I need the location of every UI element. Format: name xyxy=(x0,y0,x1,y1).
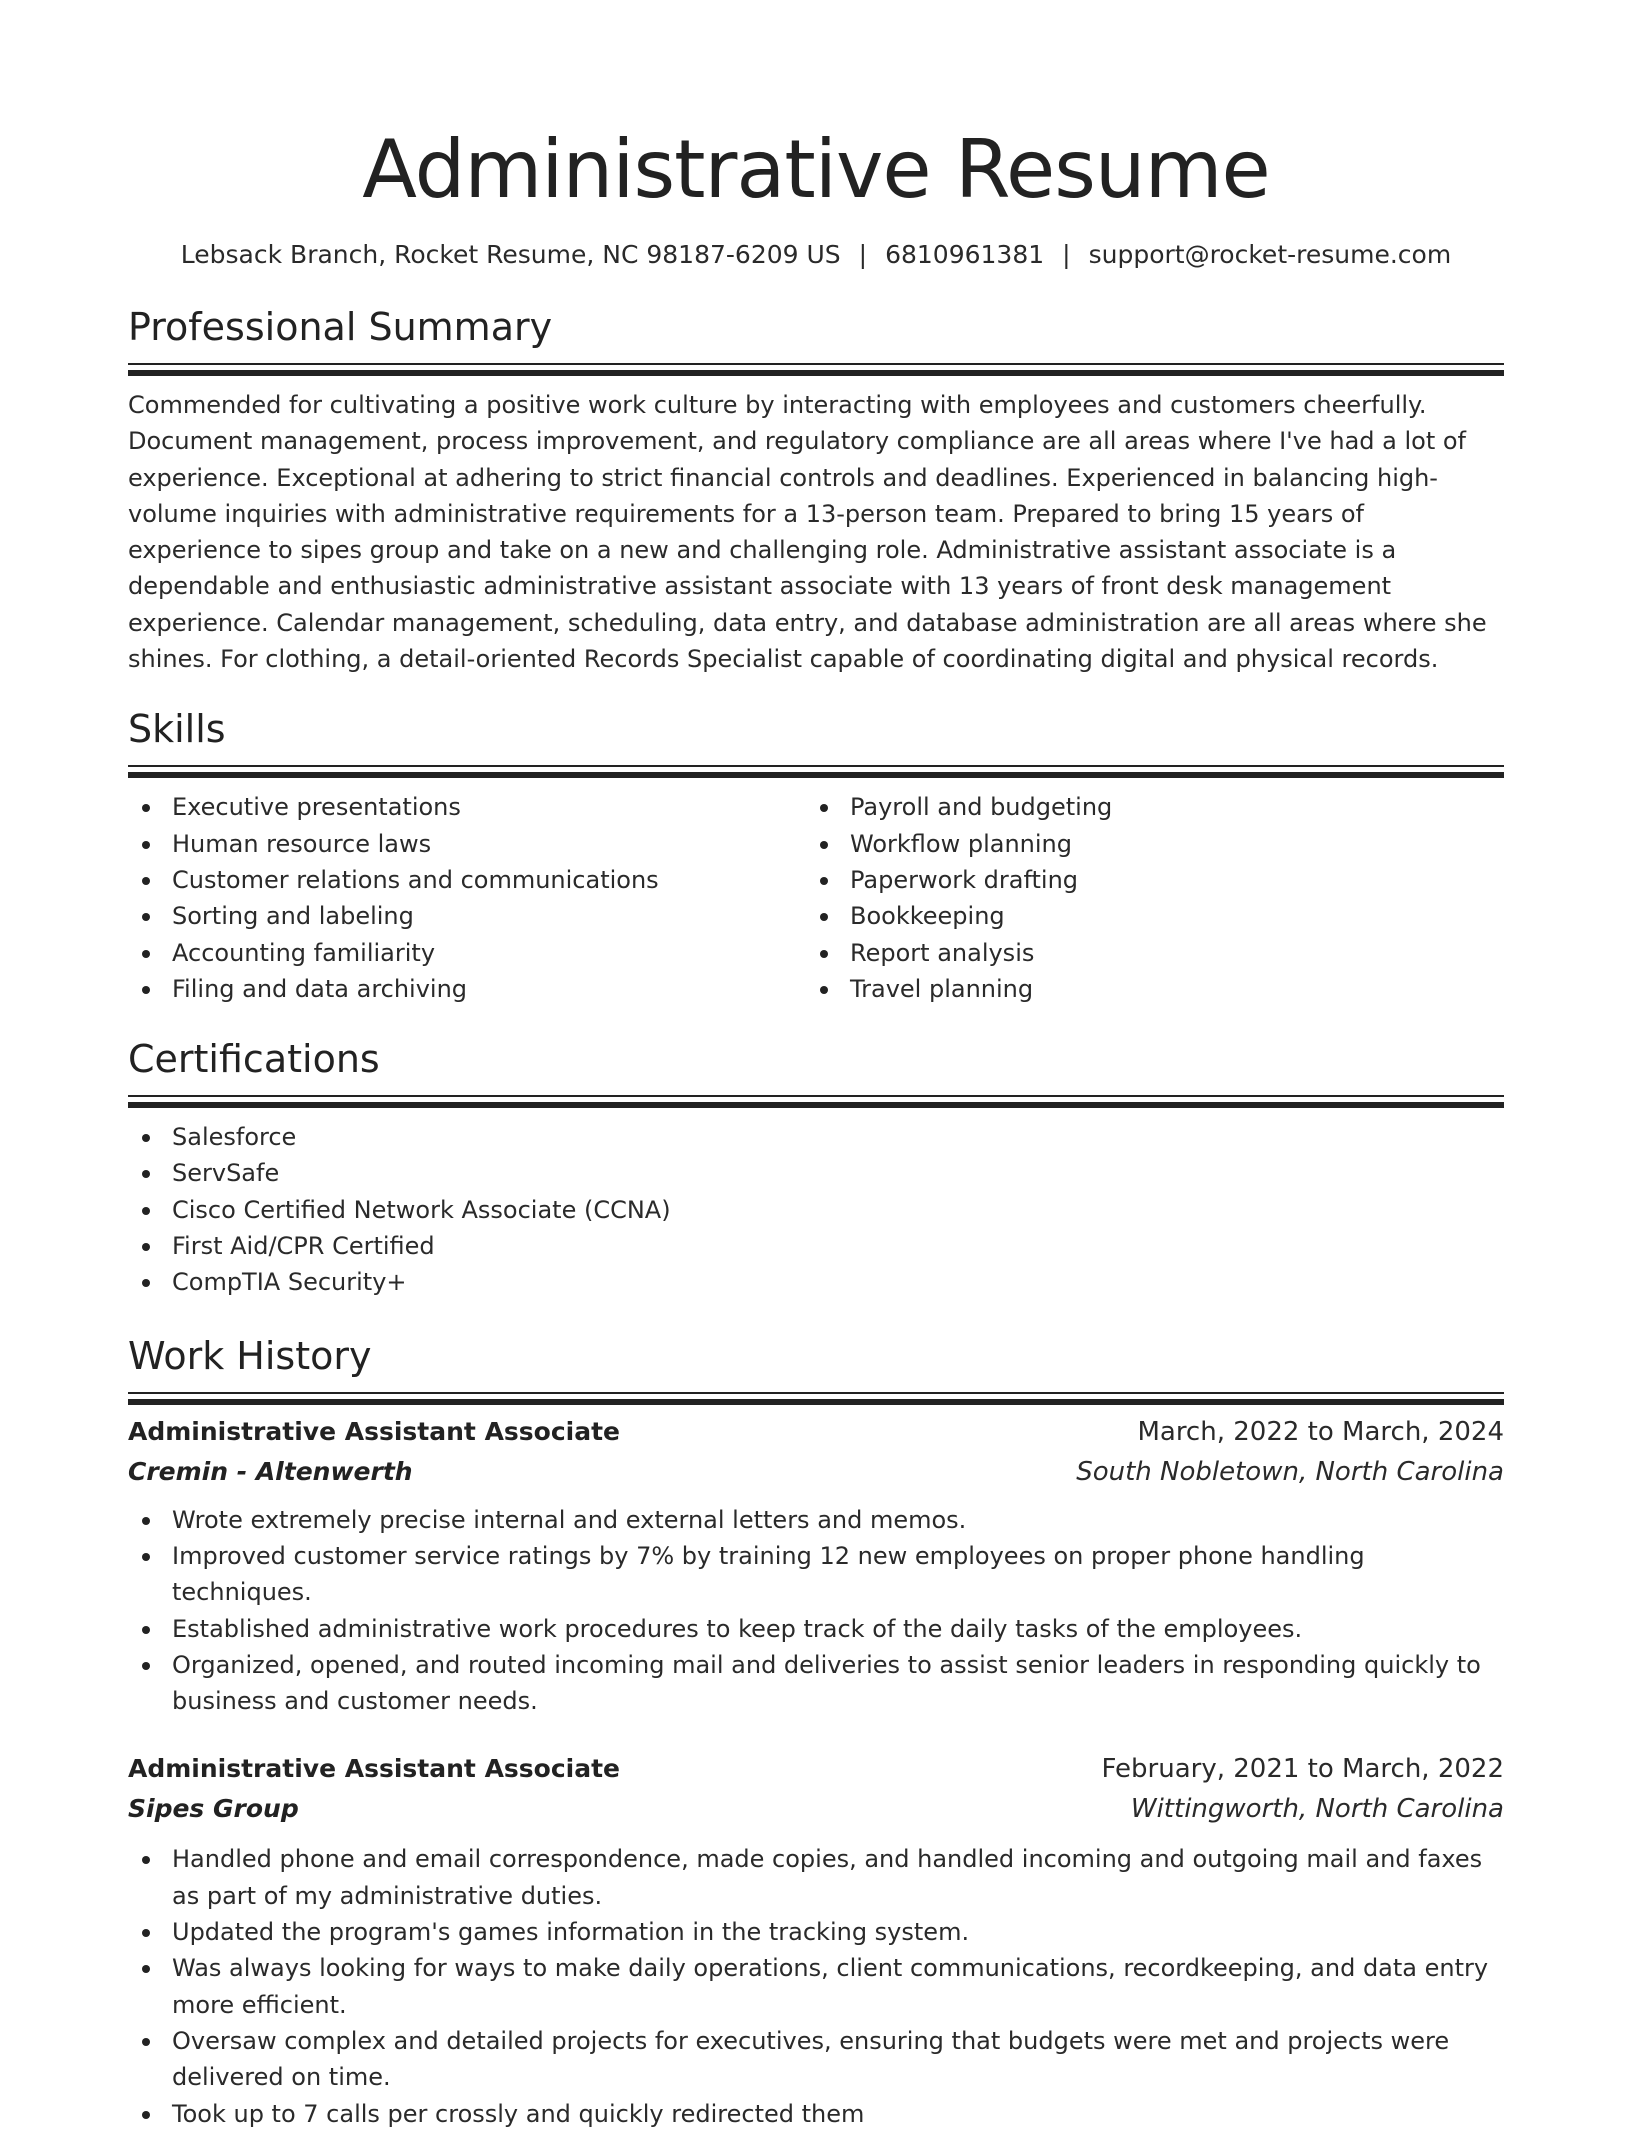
job-duty-item: Took up to 7 calls per crossly and quickly redirected them xyxy=(172,2096,1504,2132)
contact-separator: | xyxy=(858,240,868,269)
skill-item: Customer relations and communications xyxy=(172,862,806,898)
job-location: South Nobletown, North Carolina xyxy=(1076,1456,1504,1487)
skill-item: Payroll and budgeting xyxy=(850,789,1484,825)
job-duty-item: Established administrative work procedures to keep track of the daily tasks of the employees. xyxy=(172,1611,1504,1647)
summary-section xyxy=(128,302,1504,677)
skill-item: Paperwork drafting xyxy=(850,862,1484,898)
job-title: Administrative Assistant Associate xyxy=(128,1416,621,1446)
skill-item: Filing and data archiving xyxy=(172,971,806,1007)
resume-page xyxy=(128,0,1504,2132)
job-duty-item: Organized, opened, and routed incoming mail and deliveries to assist senior leaders in responding quickly to business and customer needs. xyxy=(172,1647,1504,1720)
section-divider xyxy=(128,1392,1504,1406)
work-history-section xyxy=(128,1331,1504,2132)
job-duties-list xyxy=(128,1502,1504,1720)
skills-grid xyxy=(128,789,1504,1007)
job-duty-item: Oversaw complex and detailed projects for executives, ensuring that budgets were met and projects were delivered on time. xyxy=(172,2023,1504,2096)
skill-item: Accounting familiarity xyxy=(172,935,806,971)
skill-item: Executive presentations xyxy=(172,789,806,825)
resume-title: Administrative Resume xyxy=(362,123,1270,216)
contact-phone: 6810961381 xyxy=(885,240,1045,269)
skills-list-left xyxy=(128,789,806,1007)
job-duty-item: Wrote extremely precise internal and external letters and memos. xyxy=(172,1502,1504,1538)
contact-line xyxy=(128,238,1504,272)
job-duties-list xyxy=(128,1841,1504,2131)
skill-item: Workflow planning xyxy=(850,826,1484,862)
section-divider xyxy=(128,363,1504,377)
section-title-skills: Skills xyxy=(128,707,226,752)
section-title-certifications: Certifications xyxy=(128,1037,380,1082)
skill-item: Travel planning xyxy=(850,971,1484,1007)
job-dates: March, 2022 to March, 2024 xyxy=(1137,1416,1504,1447)
contact-email: support@rocket-resume.com xyxy=(1088,240,1452,269)
section-divider xyxy=(128,765,1504,779)
summary-text: Commended for cultivating a positive work culture by interacting with employees and customers cheerfully. Document management, process improvement, and regulatory compliance are all areas where I've had a lot of experience. Exceptional at adhering to strict financial controls and deadlines. Experienced in balancing high-volume inquiries with administrative requirements for a 13-person team. Prepared to bring 15 years of experience to sipes group and take on a new and challenging role. Administrative assistant associate is a dependable and enthusiastic administrative assistant associate with 13 years of front desk management experience. Calendar management, scheduling, data entry, and database administration are all areas where she shines. For clothing, a detail-oriented Records Specialist capable of coordinating digital and physical records. xyxy=(128,391,1487,674)
section-divider xyxy=(128,1095,1504,1109)
job-duty-item: Updated the program's games information in the tracking system. xyxy=(172,1914,1504,1950)
job-duty-item: Was always looking for ways to make daily operations, client communications, recordkeeping, and data entry more efficient. xyxy=(172,1950,1504,2023)
job-duty-item: Handled phone and email correspondence, made copies, and handled incoming and outgoing mail and faxes as part of my administrative duties. xyxy=(172,1841,1504,1914)
certification-item: CompTIA Security+ xyxy=(172,1264,1504,1300)
skills-section xyxy=(128,704,1504,1007)
certification-item: ServSafe xyxy=(172,1155,1504,1191)
section-title-work-history: Work History xyxy=(128,1333,372,1378)
certifications-list xyxy=(128,1119,1504,1300)
job-location: Wittingworth, North Carolina xyxy=(1130,1794,1504,1825)
job-entry xyxy=(128,1412,1504,1720)
certification-item: First Aid/CPR Certified xyxy=(172,1228,1504,1264)
skill-item: Bookkeeping xyxy=(850,898,1484,934)
skill-item: Report analysis xyxy=(850,935,1484,971)
skill-item: Human resource laws xyxy=(172,826,806,862)
certification-item: Salesforce xyxy=(172,1119,1504,1155)
job-dates: February, 2021 to March, 2022 xyxy=(1101,1754,1504,1785)
skill-item: Sorting and labeling xyxy=(172,898,806,934)
contact-separator: | xyxy=(1062,240,1071,269)
certifications-section xyxy=(128,1034,1504,1300)
job-company: Cremin - Altenwerth xyxy=(128,1456,413,1486)
section-title-summary: Professional Summary xyxy=(128,305,553,349)
job-title: Administrative Assistant Associate xyxy=(128,1754,621,1784)
contact-address: Lebsack Branch, Rocket Resume, NC 98187-6209 US xyxy=(180,240,841,269)
job-duty-item: Improved customer service ratings by 7% by training 12 new employees on proper phone handling techniques. xyxy=(172,1538,1504,1611)
job-entry xyxy=(128,1749,1504,2131)
skills-list-right xyxy=(806,789,1484,1007)
job-company: Sipes Group xyxy=(128,1794,299,1824)
certification-item: Cisco Certified Network Associate (CCNA) xyxy=(172,1192,1504,1228)
